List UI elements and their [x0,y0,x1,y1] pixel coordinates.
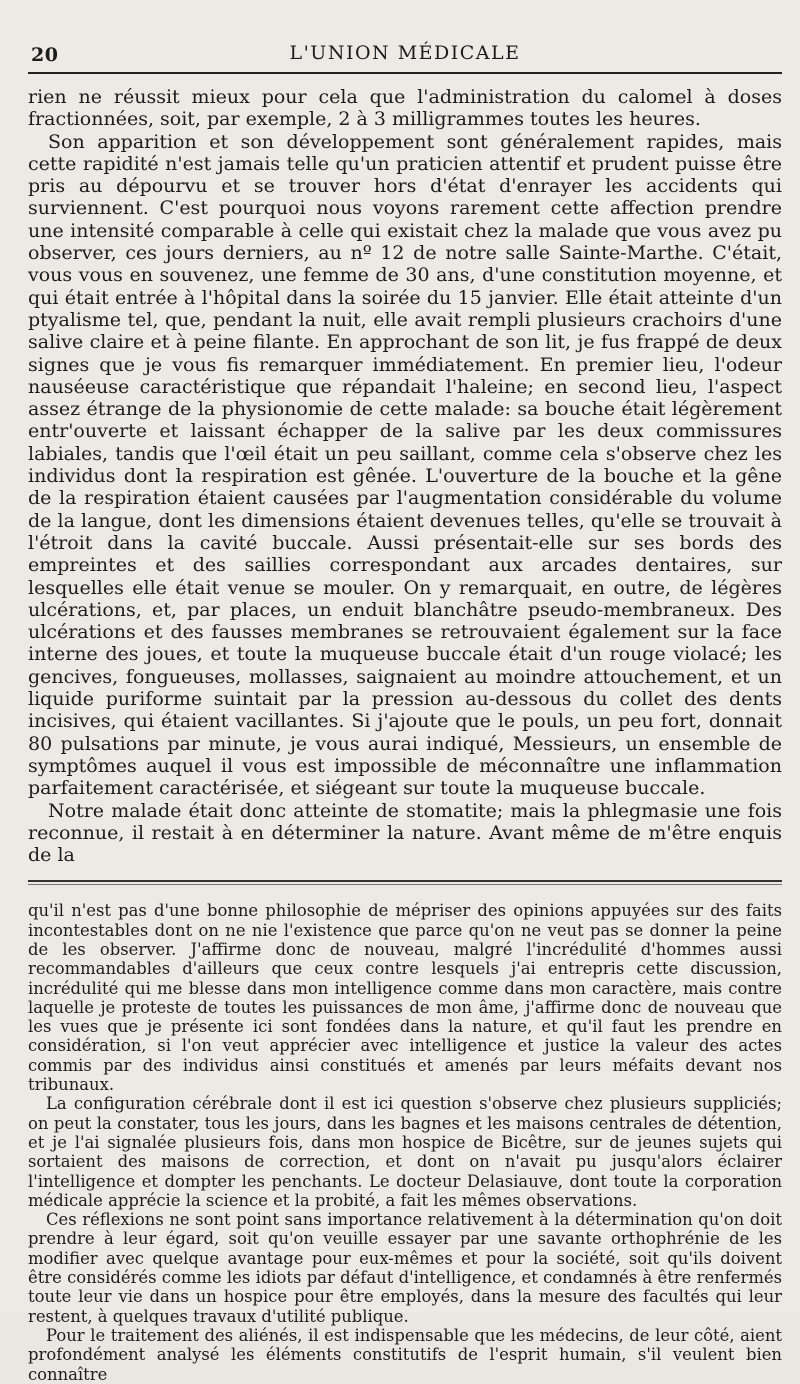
footnote-paragraph: Ces réflexions ne sont point sans importance relativement à la détermination qu'on doit prendre à leur égard, soit qu'on veuille essayer par une savante orthophrénie de les modifier avec quelque avantage pour eux-mêmes et pour la société, soit qu'ils doivent être considérés comme les idiots par défaut d'intelligence, et condamnés à être renfermés toute leur vie dans un hospice pour être employés, dans la mesure des facultés qui leur restent, à quelques travaux d'utilité publique. [28,1210,782,1326]
main-paragraph: Notre malade était donc atteinte de stomatite; mais la phlegmasie une fois reconnue, il restait à en déterminer la nature. Avant même de m'être enquis de la [28,799,782,867]
footnote-paragraph: La configuration cérébrale dont il est ici question s'observe chez plusieurs suppliciés; on peut la constater, tous les jours, dans les bagnes et les maisons centrales de détention, et je l'ai signalée plusieurs fois, dans mon hospice de Bicêtre, sur de jeunes sujets qui sortaient des maisons de correction, et dont on n'avait pu jusqu'alors éclairer l'intelligence et dompter les penchants. Le docteur Delasiauve, dont toute la corporation médicale apprécie la science et la probité, a fait les mêmes observations. [28,1094,782,1210]
page-number: 20 [31,44,59,66]
header-rule [28,72,782,74]
page-header [28,0,782,78]
main-paragraph: rien ne réussit mieux pour cela que l'administration du calomel à doses fractionnées, soit, par exemple, 2 à 3 milligrammes toutes les heures. [28,86,782,131]
main-text [28,86,782,866]
footnote-paragraph: qu'il n'est pas d'une bonne philosophie de mépriser des opinions appuyées sur des faits incontestables dont on ne nie l'existence que parce qu'on ne veut pas se donner la peine de les observer. J'affirme donc de nouveau, malgré l'incrédulité d'hommes aussi recommandables d'ailleurs que ceux contre lesquels j'ai entrepris cette discussion, incrédulité qui me blesse dans mon intelligence comme dans mon caractère, mais contre laquelle je proteste de toutes les puissances de mon âme, j'affirme donc de nouveau que les vues que je présente ici sont fondées dans la nature, et qu'il faut les prendre en considération, si l'on veut apprécier avec intelligence et justice la valeur des actes commis par des individus ainsi constitués et amenés par leurs méfaits devant nos tribunaux. [28,901,782,1095]
footnote-separator [28,880,782,885]
running-title: L'UNION MÉDICALE [289,42,521,64]
footnote-paragraph: Pour le traitement des aliénés, il est indispensable que les médecins, de leur côté, aient profondément analysé les éléments constitutifs de l'esprit humain, s'il veulent bien connaître [28,1325,782,1384]
main-paragraph: Son apparition et son développement sont généralement rapides, mais cette rapidité n'est jamais telle qu'un praticien attentif et prudent puisse être pris au dépourvu et se trouver hors d'état d'enrayer les accidents qui surviennent. C'est pourquoi nous voyons rarement cette affection prendre une intensité comparable à celle qui existait chez la malade que vous avez pu observer, ces jours derniers, au nº 12 de notre salle Sainte-Marthe. C'était, vous vous en souvenez, une femme de 30 ans, d'une constitution moyenne, et qui était entrée à l'hôpital dans la soirée du 15 janvier. Elle était atteinte d'un ptyalisme tel, que, pendant la nuit, elle avait rempli plusieurs crachoirs d'une salive claire et à peine filante. En approchant de son lit, je fus frappé de deux signes que je vous fis remarquer immédiatement. En premier lieu, l'odeur nauséeuse caractéristique que répandait l'haleine; en second lieu, l'aspect assez étrange de la physionomie de cette malade: sa bouche était légèrement entr'ouverte et laissant échapper de la salive par les deux commissures labiales, tandis que l'œil était un peu saillant, comme cela s'observe chez les individus dont la respiration est gênée. L'ouverture de la bouche et la gêne de la respiration étaient causées par l'augmentation considérable du volume de la langue, dont les dimensions étaient devenues telles, qu'elle se trouvait à l'étroit dans la cavité buccale. Aussi présentait-elle sur ses bords des empreintes et des saillies correspondant aux arcades dentaires, sur lesquelles elle était venue se mouler. On y remarquait, en outre, de légères ulcérations, et, par places, un enduit blanchâtre pseudo-membraneux. Des ulcérations et des fausses membranes se retrouvaient également sur la face interne des joues, et toute la muqueuse buccale était d'un rouge violacé; les gencives, fongueuses, mollasses, saignaient au moindre attouchement, et un liquide puriforme suintait par la pression au-dessous du collet des dents incisives, qui étaient vacillantes. Si j'ajoute que le pouls, un peu fort, donnait 80 pulsations par minute, je vous aurai indiqué, Messieurs, un ensemble de symptômes auquel il vous est impossible de méconnaître une inflammation parfaitement caractérisée, et siégeant sur toute la muqueuse buccale. [28,130,782,800]
footnote-text [28,901,782,1383]
